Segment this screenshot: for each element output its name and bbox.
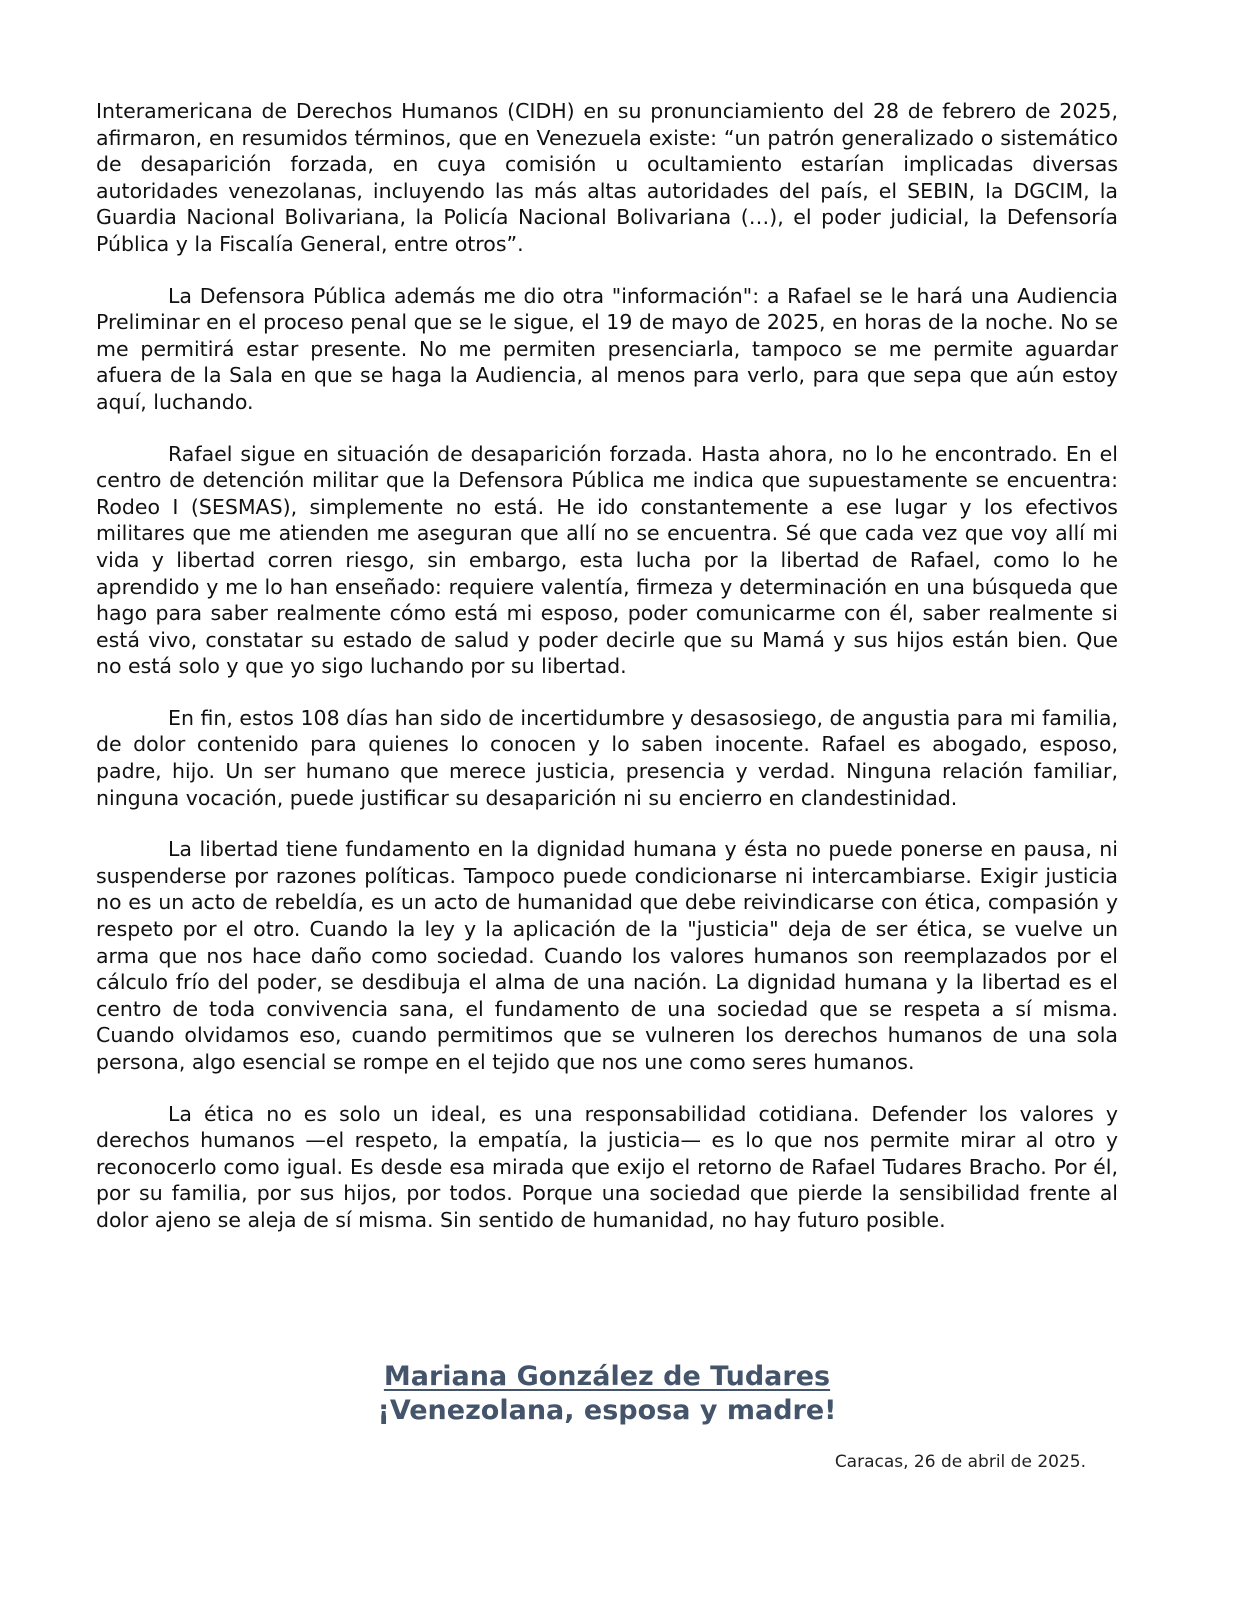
paragraph-preliminary-hearing: La Defensora Pública además me dio otra "información": a Rafael se le hará una Audiencia Preliminar en el proceso penal que se le sigue, el 19 de mayo de 2025, en horas de la noche. No se me permitirá estar presente. No me permiten presenciarla, tampoco se me permite aguardar afuera de la Sala en que se haga la Audiencia, al menos para verlo, para que sepa que aún estoy aquí, luchando. bbox=[96, 283, 1118, 414]
signature-tagline: ¡Venezolana, esposa y madre! bbox=[377, 1395, 837, 1426]
paragraph-cidh-quote: Interamericana de Derechos Humanos (CIDH) en su pronunciamiento del 28 de febrero de 2025, afirmaron, en resumidos términos, que en Venezuela existe: “un patrón generalizado o sistemático de desaparición forzada, en cuya comisión u ocultamiento estarían implicadas diversas autoridades venezolanas, incluyendo las más altas autoridades del país, el SEBIN, la DGCIM, la Guardia Nacional Bolivariana, la Policía Nacional Bolivariana (…), el poder judicial, la Defensoría Pública y la Fiscalía General, entre otros”. bbox=[96, 99, 1118, 256]
paragraph-freedom-dignity: La libertad tiene fundamento en la dignidad humana y ésta no puede ponerse en pausa, ni suspenderse por razones políticas. Tampoco puede condicionarse ni intercambiarse. Exigir justicia no es un acto de rebeldía, es un acto de humanidad que debe reivindicarse con ética, compasión y respeto por el otro. Cuando la ley y la aplicación de la "justicia" deja de ser ética, se vuelve un arma que nos hace daño como sociedad. Cuando los valores humanos son reemplazados por el cálculo frío del poder, se desdibuja el alma de una nación. La dignidad humana y la libertad es el centro de toda convivencia sana, el fundamento de una sociedad que se respeta a sí misma. Cuando olvidamos eso, cuando permitimos que se vulneren los derechos humanos de una sola persona, algo esencial se rompe en el tejido que nos une como seres humanos. bbox=[96, 837, 1118, 1074]
place-and-date: Caracas, 26 de abril de 2025. bbox=[834, 1452, 1086, 1472]
paragraph-108-days: En fin, estos 108 días han sido de incertidumbre y desasosiego, de angustia para mi familia, de dolor contenido para quienes lo conocen y lo saben inocente. Rafael es abogado, esposo, padre, hijo. Un ser humano que merece justicia, presencia y verdad. Ninguna relación familiar, ninguna vocación, puede justificar su desaparición ni su encierro en clandestinidad. bbox=[96, 705, 1118, 810]
signature-name: Mariana González de Tudares bbox=[383, 1361, 831, 1392]
signature-block bbox=[96, 1360, 1118, 1428]
letter-body bbox=[96, 98, 1118, 1259]
paragraph-ethics: La ética no es solo un ideal, es una responsabilidad cotidiana. Defender los valores y derechos humanos —el respeto, la empatía, la justicia— es lo que nos permite mirar al otro y reconocerlo como igual. Es desde esa mirada que exijo el retorno de Rafael Tudares Bracho. Por él, por su familia, por sus hijos, por todos. Porque una sociedad que pierde la sensibilidad frente al dolor ajeno se aleja de sí misma. Sin sentido de humanidad, no hay futuro posible. bbox=[96, 1101, 1118, 1232]
paragraph-forced-disappearance: Rafael sigue en situación de desaparición forzada. Hasta ahora, no lo he encontrado. En el centro de detención militar que la Defensora Pública me indica que supuestamente se encuentra: Rodeo I (SESMAS), simplemente no está. He ido constantemente a ese lugar y los efectivos militares que me atienden me aseguran que allí no se encuentra. Sé que cada vez que voy allí mi vida y libertad corren riesgo, sin embargo, esta lucha por la libertad de Rafael, como lo he aprendido y me lo han enseñado: requiere valentía, firmeza y determinación en una búsqueda que hago para saber realmente cómo está mi esposo, poder comunicarme con él, saber realmente si está vivo, constatar su estado de salud y poder decirle que su Mamá y sus hijos están bien. Que no está solo y que yo sigo luchando por su libertad. bbox=[96, 441, 1118, 679]
